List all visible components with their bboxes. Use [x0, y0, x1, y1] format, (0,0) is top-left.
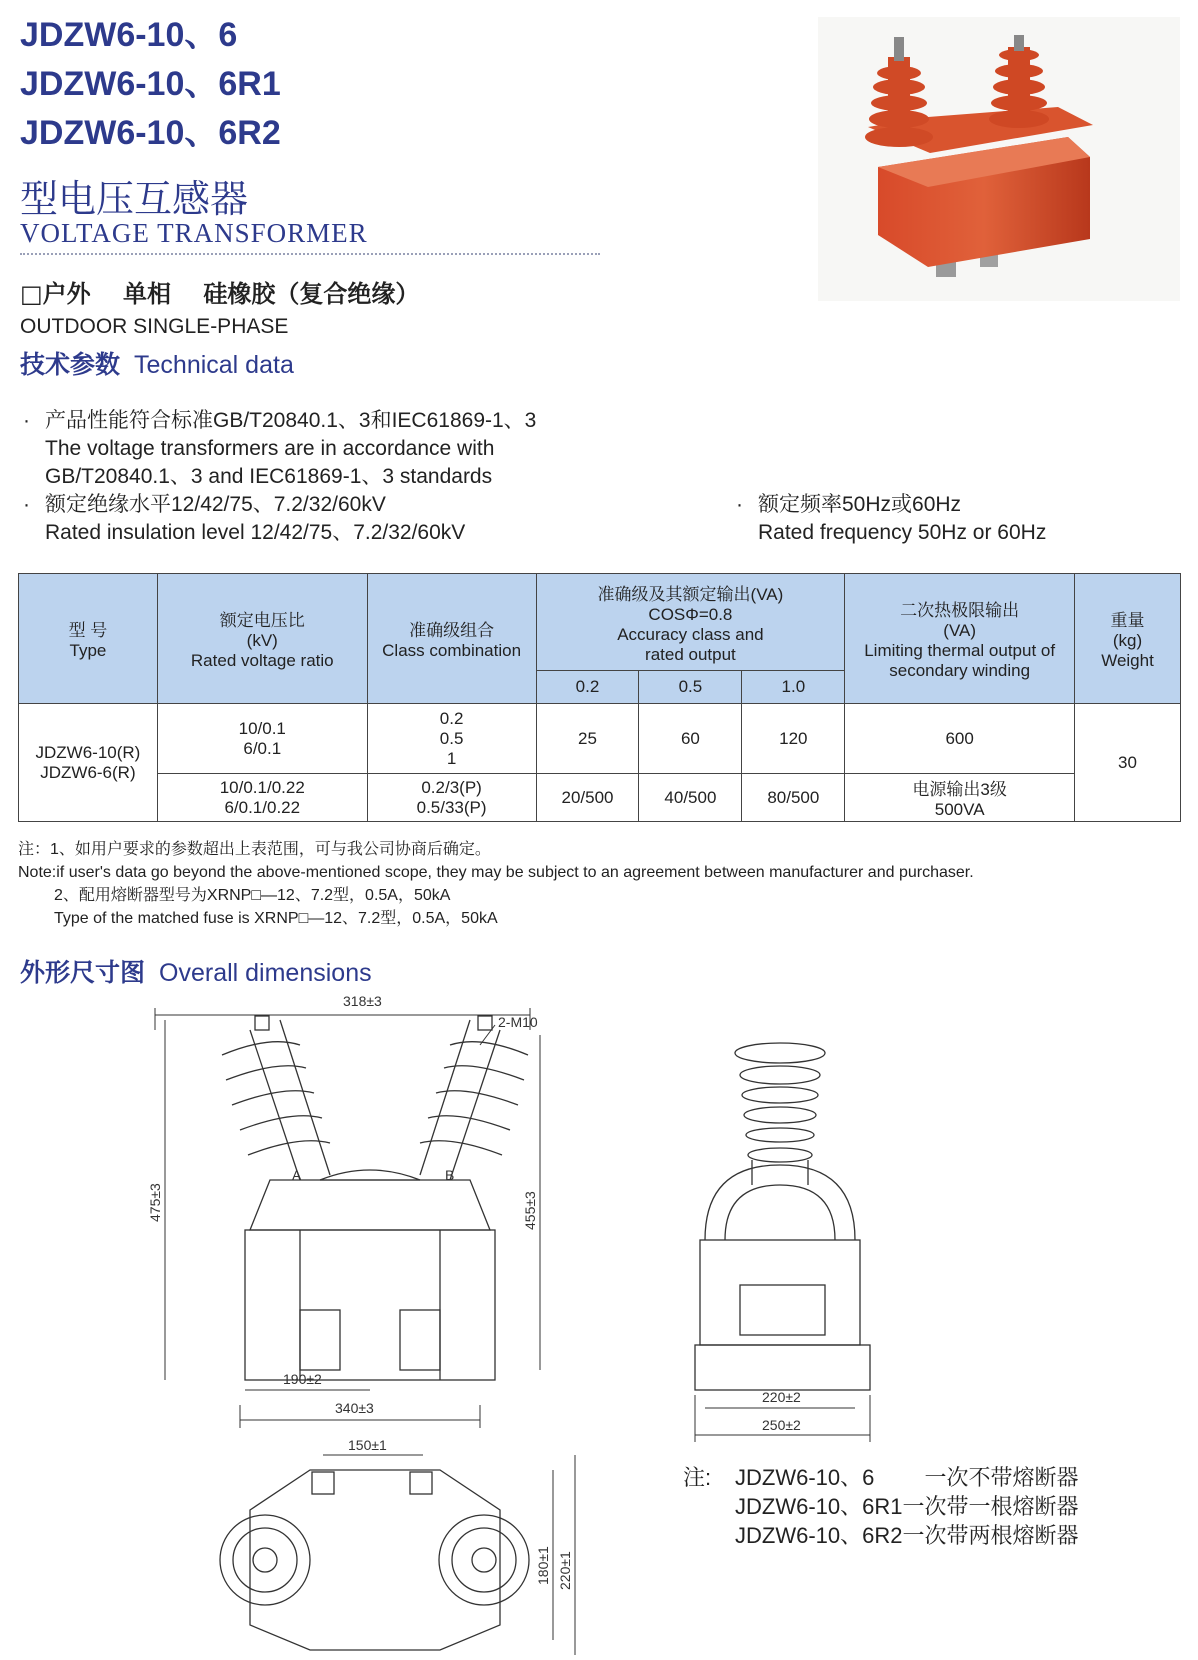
table-header-row	[19, 574, 1181, 671]
cell-acc-10: 80/500	[742, 774, 845, 822]
header-thermal-en-1: Limiting thermal output of	[864, 641, 1056, 660]
bullet-insulation-cn: 额定绝缘水平12/42/75、7.2/32/60kV	[45, 493, 386, 516]
header-weight-cn: 重量	[1110, 611, 1145, 630]
class-1: 0.2	[439, 708, 464, 728]
note-2-cn: 2、配用熔断器型号为XRNP□—12、7.2型，0.5A，50kA	[54, 887, 451, 904]
cell-weight: 30	[1075, 704, 1181, 822]
header-type-en: Type	[69, 641, 107, 660]
product-title-en: VOLTAGE TRANSFORMER	[20, 218, 368, 248]
dim-m10: 2-M10	[498, 1014, 538, 1030]
model-title-3: JDZW6-10、6R2	[20, 114, 281, 152]
class-1: 0.2/3(P)	[421, 777, 482, 797]
bullet-insulation-en: Rated insulation level 12/42/75、7.2/32/60kV	[45, 521, 466, 544]
top-view-labels	[348, 1437, 573, 1590]
class-2: 0.5/33(P)	[416, 797, 487, 817]
dim-220: 220±2	[762, 1389, 801, 1405]
header-class-cn: 准确级组合	[409, 621, 495, 640]
dim-250: 250±2	[762, 1417, 801, 1433]
drawing-note-2: JDZW6-10、6R1一次带一根熔断器	[735, 1494, 1079, 1519]
cell-acc-02: 20/500	[536, 774, 639, 822]
bullet-dot: ·	[736, 493, 743, 516]
drawing-note-1: JDZW6-10、6 一次不带熔断器	[735, 1465, 1079, 1490]
header-accuracy-cn: 准确级及其额定输出(VA)	[597, 584, 784, 604]
table-row	[19, 774, 1181, 822]
header-acc-10: 1.0	[742, 671, 845, 704]
header-class-en: Class combination	[382, 641, 522, 660]
bullet-dot: ·	[23, 493, 30, 516]
thermal-1: 电源输出3级	[912, 780, 1007, 799]
header-ratio	[157, 574, 367, 704]
notes	[18, 838, 1188, 930]
cell-acc-02: 25	[536, 704, 639, 774]
header-ratio-en: Rated voltage ratio	[190, 651, 334, 670]
side-view-labels	[762, 1389, 801, 1433]
dim-455: 455±3	[522, 1191, 538, 1230]
cell-ratio	[157, 774, 367, 822]
cell-acc-05: 40/500	[639, 774, 742, 822]
bullet-insulation	[23, 491, 466, 547]
ratio-2: 6/0.1/0.22	[224, 797, 301, 817]
label-a: A	[292, 1167, 302, 1183]
bullet-standards-en-1: The voltage transformers are in accordance with	[45, 437, 495, 460]
dimensions-heading-en: Overall dimensions	[159, 959, 372, 987]
dimensions-heading-cn: 外形尺寸图	[20, 958, 146, 987]
product-photo	[818, 17, 1180, 301]
bullet-standards-en-2: GB/T20840.1、3 and IEC61869-1、3 standards	[45, 465, 493, 488]
cell-class	[367, 704, 536, 774]
type-2: JDZW6-6(R)	[40, 762, 136, 782]
header-weight	[1075, 574, 1181, 704]
technical-heading-cn: 技术参数	[20, 350, 121, 379]
subtitle-cn: □户外 单相 硅橡胶（复合绝缘）	[20, 280, 420, 308]
dim-190: 190±2	[283, 1371, 322, 1387]
top-view	[220, 1455, 575, 1655]
right-insulator	[420, 1016, 528, 1180]
dim-318: 318±3	[343, 993, 382, 1009]
bullet-standards-cn: 产品性能符合标准GB/T20840.1、3和IEC61869-1、3	[45, 409, 537, 432]
model-title-1: JDZW6-10、6	[20, 16, 238, 54]
header-ratio-cn: 额定电压比	[219, 611, 305, 630]
dim-340: 340±3	[335, 1400, 374, 1416]
drawing-note-3: JDZW6-10、6R2一次带两根熔断器	[735, 1523, 1079, 1548]
bullet-frequency-en: Rated frequency 50Hz or 60Hz	[758, 521, 1047, 544]
dotted-divider	[20, 253, 600, 255]
bullet-dot: ·	[23, 409, 30, 432]
model-title-2: JDZW6-10、6R1	[20, 65, 281, 103]
spec-table	[18, 573, 1181, 822]
dim-180: 180±1	[535, 1546, 551, 1585]
cell-acc-05: 60	[639, 704, 742, 774]
drawing-notes	[735, 1463, 1078, 1550]
cell-ratio	[157, 704, 367, 774]
header-accuracy-cos: COSΦ=0.8	[648, 604, 733, 624]
dim-475: 475±3	[147, 1183, 163, 1222]
side-view	[695, 1043, 870, 1442]
cell-type	[19, 704, 158, 822]
bullet-frequency	[736, 491, 1047, 547]
header-thermal-en-2: secondary winding	[889, 661, 1031, 680]
header-acc-02: 0.2	[536, 671, 639, 704]
left-insulator	[222, 1016, 330, 1180]
class-3: 1	[446, 748, 457, 768]
cell-thermal	[845, 774, 1075, 822]
cell-thermal: 600	[845, 704, 1075, 774]
dim-150: 150±1	[348, 1437, 387, 1453]
table-row	[19, 704, 1181, 774]
header-weight-en: Weight	[1101, 651, 1154, 670]
header-thermal-unit: (VA)	[943, 621, 977, 640]
bullet-standards	[23, 407, 537, 491]
header-acc-05: 0.5	[639, 671, 742, 704]
header-type-cn: 型 号	[68, 621, 108, 640]
header-type	[19, 574, 158, 704]
note-2-en: Type of the matched fuse is XRNP□—12、7.2型，0.5A，50kA	[54, 910, 498, 927]
type-1: JDZW6-10(R)	[35, 742, 141, 762]
label-b: B	[445, 1167, 455, 1183]
dimensions-heading	[20, 953, 372, 989]
thermal-2: 500VA	[934, 800, 985, 819]
transformer-illustration	[818, 17, 1180, 301]
header-ratio-unit: (kV)	[246, 631, 278, 650]
bullet-frequency-cn: 额定频率50Hz或60Hz	[758, 493, 962, 516]
drawing-note-prefix: 注:	[683, 1465, 712, 1490]
header-thermal	[845, 574, 1075, 704]
header-accuracy-en-1: Accuracy class and	[617, 624, 764, 644]
header-thermal-cn: 二次热极限输出	[900, 601, 1020, 620]
note-1-cn: 注：1、如用户要求的参数超出上表范围，可与我公司协商后确定。	[18, 841, 491, 858]
product-title-cn: 型电压互感器	[20, 177, 249, 221]
front-view-labels	[147, 993, 538, 1416]
header-class	[367, 574, 536, 704]
cell-acc-10: 120	[742, 704, 845, 774]
technical-data-heading	[20, 345, 294, 381]
note-1-en: Note:if user's data go beyond the above-mentioned scope, they may be subject to an agreement between manufacturer and purchaser.	[18, 864, 974, 881]
ratio-2: 6/0.1	[243, 738, 282, 758]
subtitle-en: OUTDOOR SINGLE-PHASE	[20, 315, 289, 338]
technical-heading-en: Technical data	[134, 351, 294, 379]
header-weight-unit: (kg)	[1112, 631, 1143, 650]
dim-220b: 220±1	[557, 1551, 573, 1590]
header-accuracy-en-2: rated output	[645, 644, 736, 664]
class-2: 0.5	[439, 728, 464, 748]
cell-class	[367, 774, 536, 822]
ratio-1: 10/0.1/0.22	[219, 777, 305, 797]
header-accuracy	[536, 574, 845, 671]
front-view	[155, 1008, 540, 1428]
ratio-1: 10/0.1	[238, 718, 286, 738]
